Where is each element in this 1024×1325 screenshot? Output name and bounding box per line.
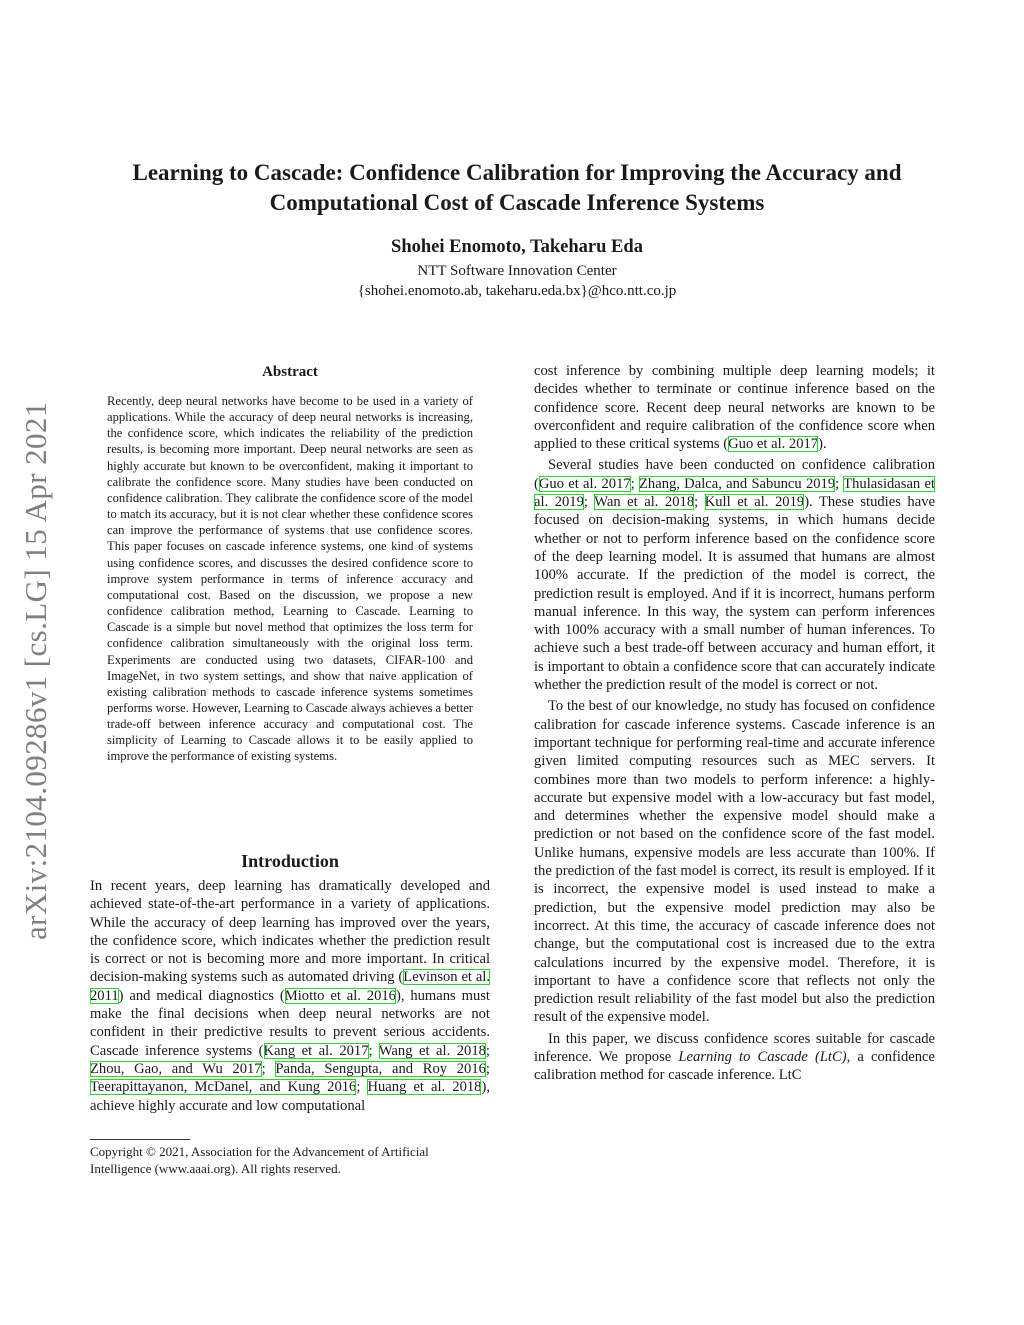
paper-title: Learning to Cascade: Confidence Calibration for Improving the Accuracy and Computational Cost of Cascade Inference Systems	[132, 160, 902, 215]
introduction-paragraph: In recent years, deep learning has dramatically developed and achieved state-of-the-art performance in a variety of applications. While the accuracy of deep learning has improved over the years, the confidence score, which indicates whether the prediction result is correct or not is becoming more and more important. In critical decision-making systems such as automated driving (Levinson et al. 2011) and medical diagnostics (Miotto et al. 2016), humans must make the final decisions when deep neural networks are not confident in their predictive results to prevent serious accidents. Cascade inference systems (Kang et al. 2017; Wang et al. 2018; Zhou, Gao, and Wu 2017; Panda, Sengupta, and Roy 2016; Teerapittayanon, McDanel, and Kung 2016; Huang et al. 2018), achieve highly accurate and low computational	[90, 878, 490, 1114]
citation-link[interactable]: Levinson et al. 2011	[90, 969, 490, 1004]
body-paragraph: Several studies have been conducted on confidence calibration (Guo et al. 2017; Zhang, Dalca, and Sabuncu 2019; Thulasidasan et al. 2019; Wan et al. 2018; Kull et al. 2019). These studies have focused on decision-making systems, in which humans decide whether or not to perform inference based on the confidence score of the deep learning model. It is assumed that humans are almost 100% accurate. If the prediction of the model is correct, the prediction result is employed. And if it is incorrect, humans perform manual inference. In this way, the system can perform inferences with 100% accuracy with a small number of human inferences. To achieve such a best trade-off between accuracy and human effort, it is important to obtain a confidence score that can accurately indicate whether the prediction result of the model is correct or not.	[534, 457, 936, 694]
abstract-text: Recently, deep neural networks have become to be used in a variety of applications. While the accuracy of deep neural networks is increasing, the confidence score, which indicates the reliability of the prediction results, is becoming more important. Deep neural networks are seen as highly accurate but known to be overconfident, making it important to calibrate the confidence score. Many studies have been conducted on confidence calibration. They calibrate the confidence score of the model to match its accuracy, but it is not clear whether these confidence scores can improve the performance of systems that use confidence scores. This paper focuses on cascade inference systems, one kind of systems using confidence scores, and discusses the desired confidence score to improve system performance in terms of inference accuracy and computational cost. Based on the discussion, we propose a new confidence calibration method, Learning to Cascade. Learning to Cascade is a simple but novel method that optimizes the loss term for confidence calibration simultaneously with the original loss term. Experiments are conducted using two datasets, CIFAR-100 and ImageNet, in two system settings, and show that naive application of existing calibration methods to cascade inference systems sometimes performs worse. However, Learning to Cascade always achieves a better trade-off between inference accuracy and computational cost. The simplicity of Learning to Cascade allows it to be easily applied to improve the performance of existing systems.	[107, 394, 473, 764]
footnote-divider	[90, 1139, 190, 1140]
citation-link[interactable]: Wan et al. 2018	[594, 494, 695, 511]
citation-link[interactable]: Huang et al. 2018	[367, 1079, 482, 1096]
author-emails: {shohei.enomoto.ab, takeharu.eda.bx}@hco.ntt.co.jp	[357, 283, 677, 299]
introduction-heading: Introduction	[241, 851, 339, 871]
body-paragraph: In this paper, we discuss confidence scores suitable for cascade inference. We propose Learning to Cascade (LtC), a confidence calibration method for cascade inference. LtC	[534, 1030, 936, 1084]
body-paragraph: cost inference by combining multiple deep learning models; it decides whether to terminate or continue inference based on the confidence score. Recent deep neural networks are known to be overconfident and require calibration of the confidence score when applied to these critical systems (Guo et al. 2017).	[534, 363, 935, 453]
affiliation: NTT Software Innovation Center	[417, 263, 617, 279]
copyright-footnote: Copyright © 2021, Association for the Advancement of Artificial Intelligence (www.aaai.org). All rights reserved.	[90, 1144, 429, 1176]
citation-link[interactable]: Miotto et al. 2016	[284, 987, 396, 1004]
abstract-heading: Abstract	[262, 364, 318, 380]
arxiv-identifier-stamp: arXiv:2104.09286v1 [cs.LG] 15 Apr 2021	[18, 401, 53, 940]
citation-link[interactable]: Guo et al. 2017	[728, 436, 819, 453]
citation-link[interactable]: Panda, Sengupta, and Roy 2016	[275, 1060, 486, 1077]
author-list: Shohei Enomoto, Takeharu Eda	[391, 237, 643, 257]
citation-link[interactable]: Zhang, Dalca, and Sabuncu 2019	[639, 475, 836, 492]
body-paragraph: To the best of our knowledge, no study has focused on confidence calibration for cascade inference systems. Cascade inference is an important technique for performing real-time and accurate inference given limited computing resources such as MEC servers. It combines more than two models to perform inference: a highly-accurate but expensive model with a low-accuracy but fast model, and determines whether the expensive model should make a prediction or not based on the confidence score of the fast model. Unlike humans, expensive models are less accurate than 100%. If the prediction of the fast model is correct, its result is employed. If it is incorrect, the expensive model is used instead to make a prediction, but the expensive model prediction may also be incorrect. At this time, the accuracy of cascade inference does not change, but the computational cost is increased due to the extra calculations incurred by the expensive model. Therefore, it is important to have a confidence score that reflects not only the prediction result reliability of the fast model but also the prediction result of the expensive model.	[534, 698, 935, 1026]
citation-link[interactable]: Wang et al. 2018	[378, 1042, 486, 1059]
citation-link[interactable]: Teerapittayanon, McDanel, and Kung 2016	[90, 1079, 357, 1096]
method-name: Learning to Cascade (LtC)	[678, 1048, 847, 1065]
citation-link[interactable]: Thulasidasan et al. 2019	[534, 475, 936, 511]
citation-link[interactable]: Zhou, Gao, and Wu 2017	[90, 1060, 262, 1077]
citation-link[interactable]: Guo et al. 2017	[538, 475, 631, 492]
right-column	[534, 362, 935, 1085]
citation-link[interactable]: Kull et al. 2019	[704, 494, 805, 511]
citation-link[interactable]: Kang et al. 2017	[263, 1042, 369, 1059]
